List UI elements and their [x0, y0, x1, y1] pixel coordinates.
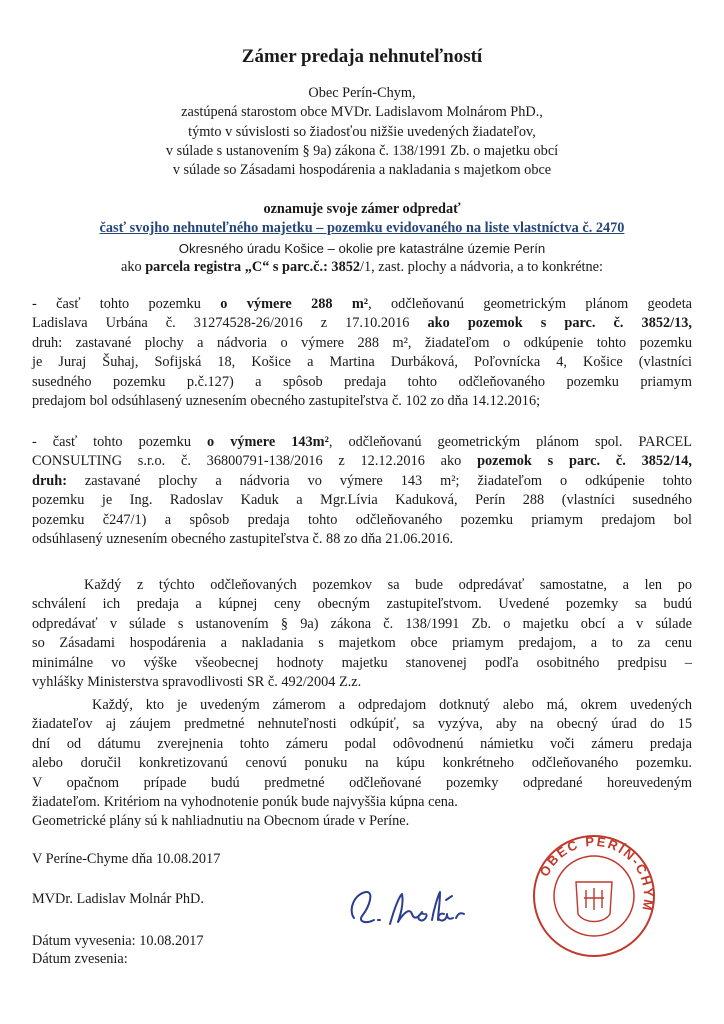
text-run: zastavané plochy a nádvoria vo výmere 143 m²; žiadateľom o odkúpenie tohto: [66, 472, 692, 489]
item1-line: [32, 295, 692, 314]
area-value: o výmere 288 m²: [220, 296, 369, 312]
item2-line: odsúhlasený uznesením obecného zastupiteľstva č. 88 zo dňa 21.06.2016.: [32, 531, 454, 548]
area-value: o výmere 143m²: [207, 434, 329, 450]
announce-parcel: [0, 258, 724, 277]
item2-line: pozemku je Ing. Radoslav Kaduk a Mgr.Lívia Kaduková, Perín 288 (vlastníci susedného: [32, 492, 692, 509]
place-date: V Períne-Chyme dňa 10.08.2017: [32, 851, 221, 867]
paragraph-invitation: [32, 696, 692, 832]
intro-line: v súlade s ustanovením § 9a) zákona č. 138/1991 Zb. o majetku obcí: [165, 142, 559, 159]
text-run: , odčleňovanú geometrickým plánom geodeta: [368, 296, 693, 312]
posting-date: Dátum vyvesenia: 10.08.2017: [32, 933, 204, 949]
invitation-line: V opačnom prípade budú predmetné odčleňované pozemky odpredané horeuvedeným: [32, 774, 692, 791]
conditions-line: schválení ich predaja a kúpnej ceny obecným zastupiteľstvom. Uvedené pozemky sa budú: [32, 596, 692, 613]
item1-line: predajom bol odsúhlasený uznesením obecného zastupiteľstva č. 102 zo dňa 14.12.2016;: [32, 393, 541, 410]
conditions-line: vyhlášky Ministerstva spravodlivosti SR č. 492/2004 Z.z.: [32, 674, 362, 691]
invitation-line: Geometrické plány sú k nahliadnutiu na Obecnom úrade v Períne.: [32, 813, 410, 830]
intro-block: [0, 84, 724, 180]
official-stamp: [530, 832, 658, 960]
invitation-line: žiadateľov aj záujem predmetné nehnuteľnosti odkúpiť, sa vyzýva, aby na obecný úrad do 15: [32, 716, 692, 733]
conditions-line: minimálne vo výške všeobecnej hodnoty majetku stanovenej podľa osobitného predpisu –: [32, 654, 692, 671]
item1-line: susedného pozemku p.č.127) a spôsob predaja tohto odčleňovaného pozemku priamym: [32, 373, 692, 390]
invitation-line: žiadateľom. Kritériom na vyhodnotenie ponúk bude najvyššia kúpna cena.: [32, 794, 458, 811]
intro-line: týmto v súvislosti so žiadosťou nižšie uvedených žiadateľov,: [188, 123, 536, 140]
announce-heading: oznamuje svoje zámer odpredať: [263, 201, 461, 217]
text-run: Ladislava Urbána č. 31274528-26/2016 z 17.10.2016: [32, 315, 428, 332]
conditions-line: so Zásadami hospodárenia a nakladania s majetkom obce priamym predajom, a to za cenu: [32, 635, 692, 652]
type-label: druh:: [32, 472, 67, 489]
signer-name: MVDr. Ladislav Molnár PhD.: [32, 891, 204, 907]
text-run: - časť tohto pozemku: [32, 296, 221, 312]
item2-line: [32, 452, 692, 471]
parcel-number: parcela registra „C“ s parc.č.: 3852: [145, 258, 361, 275]
item2-line: [32, 433, 692, 452]
item2-line: [32, 472, 692, 491]
announcement-block: [0, 200, 724, 277]
intro-line: Obec Perín-Chym,: [308, 85, 416, 101]
item1-line: [32, 314, 692, 333]
item1-line: je Juraj Šuhaj, Sofijská 18, Košice a Martina Durbáková, Poľovnícka 4, Košice (vlastníci: [32, 354, 692, 371]
removal-date: Dátum zvesenia:: [32, 951, 128, 967]
conditions-line: Každý z týchto odčleňovaných pozemkov sa bude odpredávať samostatne, a len po: [84, 577, 692, 593]
document-title: Zámer predaja nehnuteľností: [241, 46, 483, 67]
intro-line: zastúpená starostom obce MVDr. Ladislavom Molnárom PhD.,: [181, 104, 543, 121]
announce-office: Okresného úradu Košice – okolie pre katastrálne územie Perín: [178, 240, 546, 256]
text-run: , odčleňovanú geometrickým plánom spol. PARCEL: [328, 434, 692, 450]
parcel-ref: ako pozemok s parc. č. 3852/13,: [427, 315, 692, 332]
invitation-line: Každý, kto je uvedeným zámerom a odpredajom dotknutý alebo má, okrem uvedených: [92, 697, 692, 713]
parcel-suffix: /1, zast. plochy a nádvoria, a to konkrétne:: [360, 258, 603, 275]
parcel-ref: pozemok s parc. č. 3852/14,: [477, 453, 693, 470]
invitation-line: dní od dátumu zverejnenia tohto zámeru podal odôvodnenú námietku voči zámeru predaja: [32, 735, 692, 752]
item1-line: druh: zastavané plochy a nádvoria o výmere 288 m², žiadateľom o odkúpenie tohto pozemku: [32, 334, 692, 351]
paragraph-conditions: [32, 576, 692, 692]
item2-line: pozemku č247/1) a spôsob predaja tohto odčleňovaného pozemku priamym predajom bol: [32, 511, 692, 528]
invitation-line: alebo doručil konkretizovanú cenovú ponuku na kúpu konkrétneho odčleňovaného pozemku.: [32, 755, 692, 772]
svg-text:OBEC PERÍN-CHYM: OBEC PERÍN-CHYM: [536, 833, 657, 914]
text-run: CONSULTING s.r.o. č. 36800791-138/2016 z 12.12.2016 ako: [32, 453, 478, 470]
parcel-prefix: ako: [120, 258, 146, 275]
announce-property: časť svojho nehnuteľného majetku – pozemku evidovaného na liste vlastníctva č. 2470: [99, 220, 625, 237]
conditions-line: odpredávať v súlade s ustanovením § 9a) zákona č. 138/1991 Zb. o majetku obcí a v súlade: [32, 615, 692, 632]
text-run: - časť tohto pozemku: [32, 434, 208, 450]
item-paragraph-2: [32, 433, 692, 549]
item-paragraph-1: [32, 295, 692, 411]
handwritten-signature: [340, 880, 490, 936]
intro-line: v súlade so Zásadami hospodárenia a nakladania s majetkom obce: [172, 162, 552, 179]
